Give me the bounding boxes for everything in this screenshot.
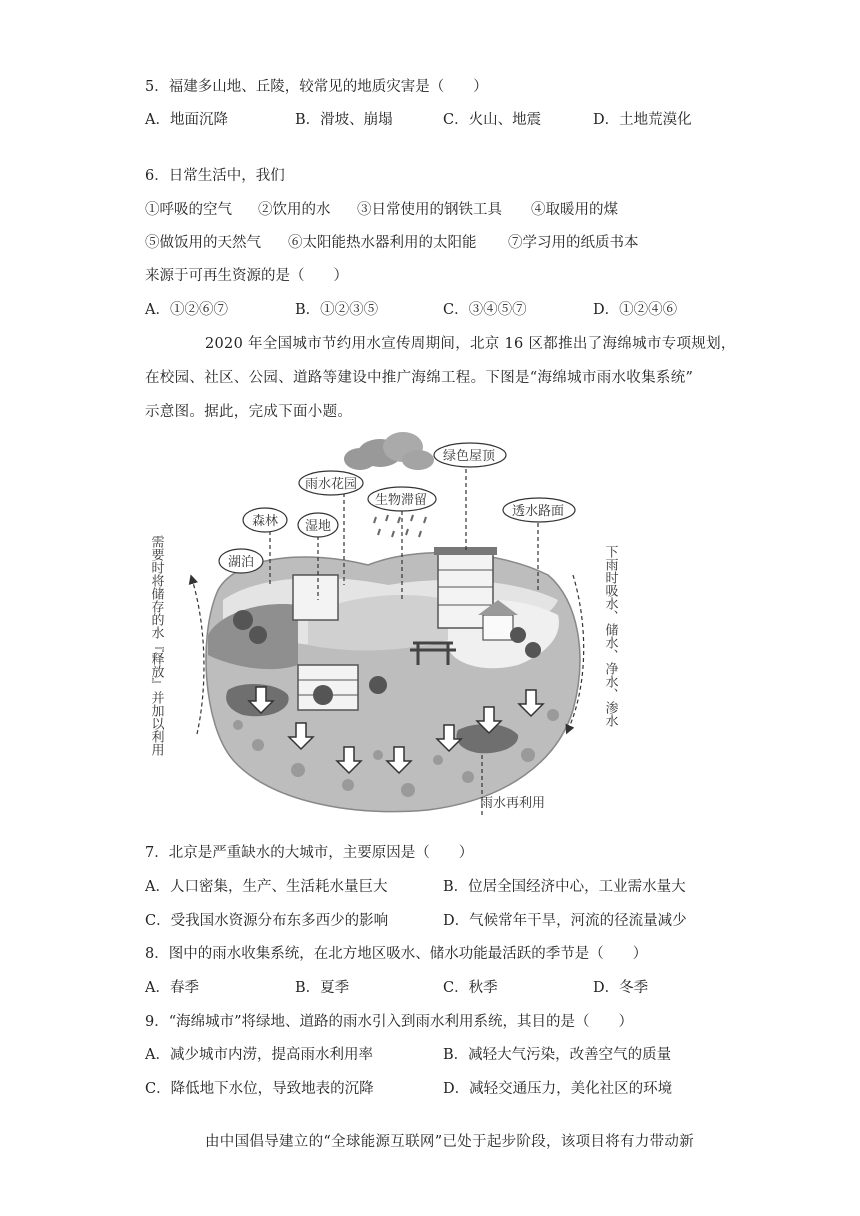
label-rain-garden: 雨水花园 bbox=[305, 477, 358, 492]
q6-item-3: ③日常使用的钢铁工具 bbox=[357, 202, 502, 218]
passage-line-3: 示意图。据此，完成下面小题。 bbox=[145, 404, 353, 420]
q6-item-1: ①呼吸的空气 bbox=[145, 202, 232, 218]
q5-option-b: B．滑坡、崩塌 bbox=[295, 112, 393, 128]
q6-item-7: ⑦学习用的纸质书本 bbox=[508, 235, 639, 251]
q6-item-4: ④取暖用的煤 bbox=[531, 202, 618, 218]
q6-item-6: ⑥太阳能热水器利用的太阳能 bbox=[288, 235, 477, 251]
q6-tail: 来源于可再生资源的是（ ） bbox=[145, 268, 348, 284]
q7-stem: 7．北京是严重缺水的大城市，主要原因是（ ） bbox=[145, 845, 474, 861]
right-vertical-caption: 下雨时吸水、储水、净水、渗水 bbox=[602, 545, 618, 727]
q9-option-c: C．降低地下水位，导致地表的沉降 bbox=[145, 1081, 374, 1097]
label-forest: 森林 bbox=[252, 514, 279, 529]
left-vertical-caption: 需要时将储存的水『释放』并加以利用 bbox=[148, 535, 164, 756]
q6-stem: 6．日常生活中，我们 bbox=[145, 168, 285, 184]
q5-option-a: A．地面沉降 bbox=[145, 112, 228, 128]
q6-option-a: A．①②⑥⑦ bbox=[145, 302, 228, 318]
label-rain-reuse: 雨水再利用 bbox=[480, 796, 546, 811]
rain-icon bbox=[374, 515, 426, 537]
q7-option-d: D．气候常年干旱，河流的径流量减少 bbox=[443, 913, 687, 929]
label-bio-retention: 生物滞留 bbox=[375, 493, 428, 508]
label-wetland: 湿地 bbox=[305, 519, 332, 534]
next-passage-line: 由中国倡导建立的“全球能源互联网”已处于起步阶段，该项目将有力带动新 bbox=[205, 1134, 695, 1150]
q6-item-5: ⑤做饭用的天然气 bbox=[145, 235, 261, 251]
passage-line-1: 2020 年全国城市节约用水宣传周期间，北京 16 区都推出了海绵城市专项规划， bbox=[205, 336, 736, 352]
label-green-roof: 绿色屋顶 bbox=[443, 449, 496, 464]
q9-stem: 9．“海绵城市”将绿地、道路的雨水引入到雨水利用系统，其目的是（ ） bbox=[145, 1014, 634, 1030]
ground-illustration bbox=[206, 547, 580, 812]
q6-item-2: ②饮用的水 bbox=[258, 202, 331, 218]
q5-option-d: D．土地荒漠化 bbox=[593, 112, 692, 128]
q8-option-c: C．秋季 bbox=[443, 980, 498, 996]
q8-option-d: D．冬季 bbox=[593, 980, 649, 996]
q6-option-c: C．③④⑤⑦ bbox=[443, 302, 527, 318]
q7-option-c: C．受我国水资源分布东多西少的影响 bbox=[145, 913, 389, 929]
sponge-city-diagram bbox=[148, 425, 628, 825]
q6-option-d: D．①②④⑥ bbox=[593, 302, 678, 318]
cloud-icon bbox=[344, 432, 434, 470]
label-permeable-road: 透水路面 bbox=[512, 504, 565, 519]
q6-option-b: B．①②③⑤ bbox=[295, 302, 379, 318]
q7-option-b: B．位居全国经济中心，工业需水量大 bbox=[443, 879, 686, 895]
passage-line-2: 在校园、社区、公园、道路等建设中推广海绵工程。下图是“海绵城市雨水收集系统” bbox=[145, 370, 694, 386]
q7-option-a: A．人口密集，生产、生活耗水量巨大 bbox=[145, 879, 388, 895]
q8-stem: 8．图中的雨水收集系统，在北方地区吸水、储水功能最活跃的季节是（ ） bbox=[145, 946, 648, 962]
q5-option-c: C．火山、地震 bbox=[443, 112, 542, 128]
label-lake: 湖泊 bbox=[228, 555, 255, 570]
q8-option-b: B．夏季 bbox=[295, 980, 350, 996]
q9-option-a: A．减少城市内涝，提高雨水利用率 bbox=[145, 1047, 373, 1063]
q9-option-b: B．减轻大气污染，改善空气的质量 bbox=[443, 1047, 672, 1063]
q5-stem: 5．福建多山地、丘陵，较常见的地质灾害是（ ） bbox=[145, 79, 488, 95]
q8-option-a: A．春季 bbox=[145, 980, 199, 996]
q9-option-d: D．减轻交通压力，美化社区的环境 bbox=[443, 1081, 673, 1097]
